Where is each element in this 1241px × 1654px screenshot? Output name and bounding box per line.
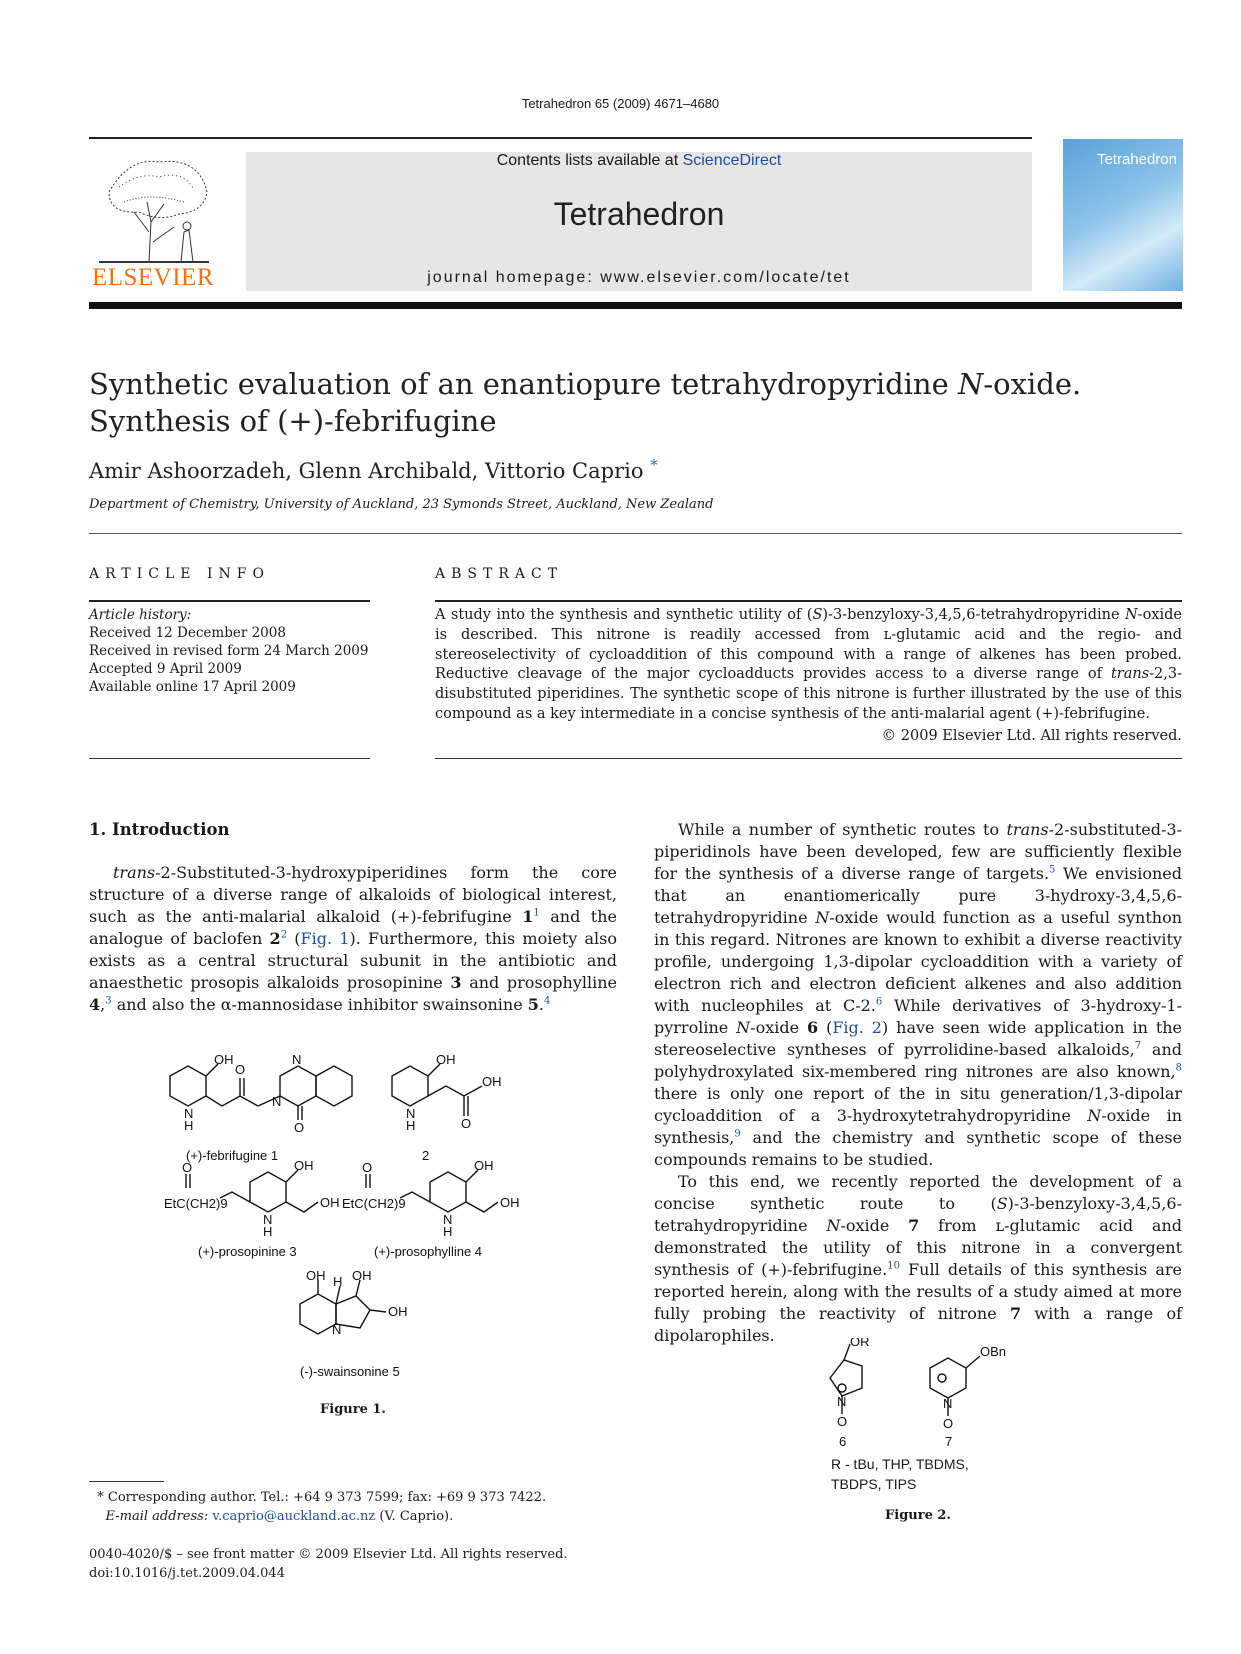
divider	[89, 533, 1182, 534]
ref-link[interactable]: 8	[1175, 1062, 1182, 1074]
ref-link[interactable]: 2	[280, 929, 288, 941]
contents-prefix: Contents lists available at	[496, 152, 683, 169]
section-heading: 1. Introduction	[89, 820, 230, 839]
journal-name: Tetrahedron	[553, 196, 725, 232]
tree-icon	[89, 152, 217, 264]
atom-label: OH	[352, 1268, 372, 1283]
corresponding-author-mark[interactable]: *	[650, 456, 658, 474]
doi[interactable]: doi:10.1016/j.tet.2009.04.044	[89, 1566, 285, 1581]
atom-label: N	[837, 1394, 847, 1409]
sciencedirect-link[interactable]: ScienceDirect	[682, 152, 782, 169]
ref-link[interactable]: 4	[544, 995, 551, 1007]
atom-label: OH	[214, 1054, 234, 1067]
atom-label: N	[406, 1106, 416, 1121]
atom-label: OBn	[980, 1344, 1007, 1359]
compound-label: 7	[945, 1434, 953, 1449]
atom-label: OH	[294, 1158, 314, 1173]
fig-link[interactable]: Fig. 2	[832, 1018, 882, 1037]
atom-label: N	[292, 1054, 302, 1067]
atom-label: H	[184, 1118, 194, 1133]
atom-label: OH	[388, 1304, 408, 1319]
atom-label: OH	[482, 1074, 502, 1089]
figure-2-caption: Figure 2.	[885, 1508, 951, 1523]
atom-label: N	[263, 1212, 273, 1227]
atom-label: H	[443, 1224, 453, 1239]
atom-label: OH	[500, 1195, 520, 1210]
ref-link[interactable]: 5	[1049, 864, 1056, 876]
ref-link[interactable]: 6	[875, 996, 883, 1008]
abstract-heading: ABSTRACT	[435, 566, 564, 582]
footnote-rule	[89, 1481, 164, 1482]
paragraph: To this end, we recently reported the development of a concise synthetic route to (S)-3-benzyloxy-3,4,5,6-tetrahydropyridine N-oxide 7 from ʟ-glutamic acid and demonstrated the utility of this nitrone in a convergent synthesis of (+)-febrifugine.$^{10}$ Full details of this synthesis are reported herein, along with the results of a study aimed at more fully probing the reactivity of nitrone 7 with a range of dipolarophiles.	[654, 1172, 1183, 1345]
substituent-label: EtC(CH2)9	[164, 1196, 228, 1211]
atom-label: N	[943, 1396, 953, 1411]
compound-label: (+)-prosophylline 4	[374, 1244, 483, 1259]
ref-link[interactable]: 10	[887, 1260, 900, 1272]
publisher-wordmark: ELSEVIER	[91, 264, 215, 291]
atom-label: H	[263, 1224, 273, 1239]
paragraph: While a number of synthetic routes to trans-2-substituted-3-piperidinols have been developed, few are sufficiently flexible for the synthesis of a diverse range of targets.$^5$ We envisioned that an enantiomerically pure 3-hydroxy-3,4,5,6-tetrahydropyridine N-oxide would function as a useful synthon in this regard. Nitrones are known to exhibit a diverse reactivity profile, undergoing 1,3-dipolar cycloaddition with a variety of electron rich and electron deficient alkenes and also addition with nucleophiles at C-2.$^6$ While derivatives of 3-hydroxy-1-pyrroline N-oxide 6 (Fig. 2) have seen wide application in the stereoselective syntheses of pyrrolidine-based alkaloids,$^7$ and polyhydroxylated six-membered ring nitrones are also known,$^8$ there is only one report of the in situ generation/1,3-dipolar cycloaddition of a 3-hydroxytetrahydropyridine N-oxide in synthesis,$^9$ and the chemistry and synthetic scope of these compounds remains to be studied.	[654, 820, 1183, 1169]
compound-label: (+)-prosopinine 3	[198, 1244, 297, 1259]
atom-label: OH	[436, 1054, 456, 1067]
atom-label: O	[943, 1416, 954, 1431]
ref-link[interactable]: 3	[105, 995, 112, 1007]
footnote: * Corresponding author. Tel.: +64 9 373 7599; fax: +69 9 373 7422. E-mail address: v.caprio@auckland.ac.nz (V. Caprio).	[97, 1490, 547, 1524]
compound-label: 2	[422, 1148, 430, 1163]
email-link[interactable]: v.caprio@auckland.ac.nz	[212, 1509, 376, 1524]
intro-right-column	[654, 819, 1182, 1347]
journal-masthead	[246, 152, 1032, 291]
atom-label: OH	[306, 1268, 326, 1283]
journal-citation: Tetrahedron 65 (2009) 4671–4680	[521, 96, 720, 111]
divider	[435, 758, 1182, 759]
compound-label: 6	[839, 1434, 847, 1449]
author-list: Amir Ashoorzadeh, Glenn Archibald, Vittorio Caprio *	[89, 456, 658, 483]
atom-label: N	[443, 1212, 453, 1227]
atom-label: N	[332, 1322, 342, 1337]
atom-label: O	[362, 1160, 373, 1175]
divider	[89, 758, 370, 759]
affiliation: Department of Chemistry, University of Auckland, 23 Symonds Street, Auckland, New Zealand	[89, 497, 714, 512]
intro-left-column	[89, 862, 617, 1016]
atom-label: H	[333, 1274, 343, 1289]
compound-label: (-)-swainsonine 5	[300, 1364, 400, 1379]
atom-label: OH	[320, 1195, 340, 1210]
atom-label: OH	[474, 1158, 494, 1173]
figure-1-caption: Figure 1.	[320, 1402, 386, 1417]
copyright: © 2009 Elsevier Ltd. All rights reserved.	[881, 727, 1182, 744]
cover-title: Tetrahedron	[1096, 151, 1177, 168]
atom-label: O	[461, 1116, 472, 1131]
compound-label: (+)-febrifugine 1	[186, 1148, 279, 1163]
atom-label: N	[184, 1106, 194, 1121]
atom-label: OR	[850, 1338, 870, 1349]
abstract-text: A study into the synthesis and synthetic utility of (S)-3-benzyloxy-3,4,5,6-tetrahydropyridine N-oxide is described. This nitrone is readily accessed from ʟ-glutamic acid and the regio- and stereoselectivity of cycloaddition of this compound with a range of alkenes has been probed. Reductive cleavage of the major cycloadducts provides access to a diverse range of trans-2,3-disubstituted piperidines. The synthetic scope of this nitrone is further illustrated by the use of this compound as a key intermediate in a concise synthesis of the anti-malarial agent (+)-febrifugine. © 2009 Elsevier Ltd. All rights reserved.	[435, 606, 1182, 747]
figure-2-substituents: R - tBu, THP, TBDMS, TBDPS, TIPS	[831, 1456, 969, 1492]
ref-link[interactable]: 9	[734, 1128, 741, 1140]
atom-label: N	[272, 1094, 282, 1109]
article-info-heading: ARTICLE INFO	[89, 566, 270, 582]
atom-label: O	[182, 1160, 193, 1175]
atom-label: O	[294, 1120, 305, 1135]
ref-link[interactable]: 1	[533, 907, 540, 919]
paragraph: trans-2-Substituted-3-hydroxypiperidines form the core structure of a diverse range of alkaloids of biological interest, such as the anti-malarial alkaloid (+)-febrifugine $1^1$ and the analogue of baclofen $2^2$ (Fig. 1). Furthermore, this moiety also exists as a central structural subunit in the antibiotic and anaesthetic prosopis alkaloids prosopinine 3 and prosophylline 4,$^3$ and also the α-mannosidase inhibitor swainsonine 5.$^4$	[89, 863, 618, 1014]
ref-link[interactable]: 7	[1134, 1040, 1142, 1052]
front-matter: 0040-4020/$ – see front matter © 2009 Elsevier Ltd. All rights reserved. doi:10.1016/j.tet.2009.04.044	[89, 1547, 568, 1581]
masthead-rule	[89, 302, 1182, 309]
journal-homepage[interactable]: journal homepage: www.elsevier.com/locate/tet	[427, 269, 851, 286]
atom-label: O	[235, 1062, 246, 1077]
fig-link[interactable]: Fig. 1	[300, 929, 350, 948]
contents-line	[246, 152, 1032, 170]
article-title: Synthetic evaluation of an enantiopure tetrahydropyridine N-oxide. Synthesis of (+)-febrifugine	[89, 367, 1082, 438]
substituent-label: EtC(CH2)9	[342, 1196, 406, 1211]
header-rule	[89, 137, 1032, 139]
atom-label: O	[837, 1414, 848, 1429]
atom-label: H	[406, 1118, 416, 1133]
figure-1-structures	[160, 1054, 550, 1394]
journal-cover	[1063, 139, 1183, 291]
divider	[89, 600, 370, 602]
divider	[435, 600, 1182, 602]
elsevier-logo	[89, 152, 217, 292]
article-history: Article history: Received 12 December 2008 Received in revised form 24 March 2009 Accepted 9 April 2009 Available online 17 April 2009	[89, 607, 369, 695]
